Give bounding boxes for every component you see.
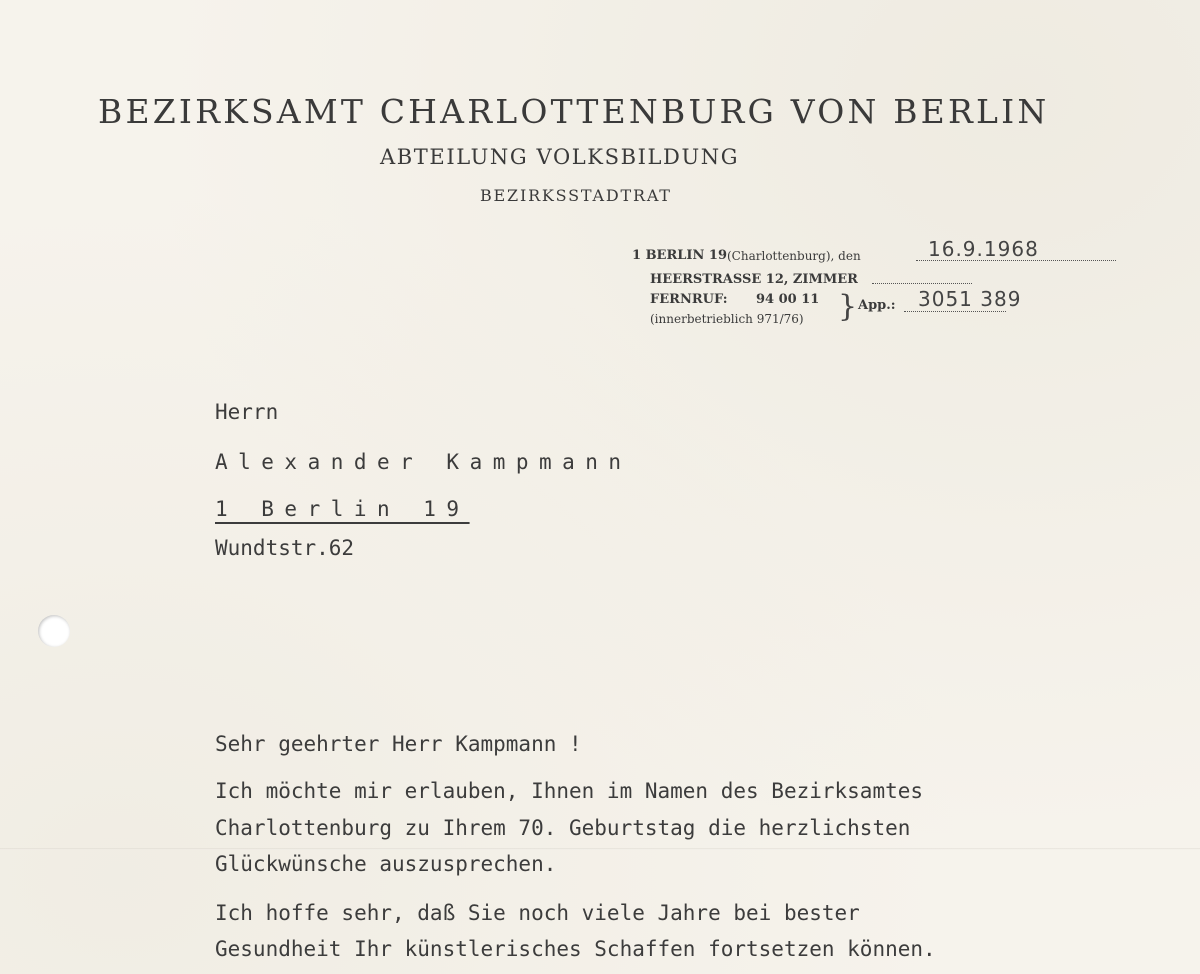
recipient-street: Wundtstr.62 <box>215 536 355 560</box>
punch-hole <box>38 615 70 647</box>
paragraph2-line: Gesundheit Ihr künstlerisches Schaffen fortsetzen können. <box>215 937 936 961</box>
recipient-name: Alexander Kampmann <box>215 450 632 474</box>
brace-icon: } <box>838 289 858 324</box>
info-internal: (innerbetrieblich 971/76) <box>650 312 804 326</box>
app-number: 3051 389 <box>918 287 1022 311</box>
letterhead-title: BEZIRKSAMT CHARLOTTENBURG VON BERLIN <box>98 92 1050 131</box>
paragraph1-line: Charlottenburg zu Ihrem 70. Geburtstag die herzlichsten <box>215 816 911 840</box>
paragraph1-line: Glückwünsche auszusprechen. <box>215 852 557 876</box>
recipient-city: 1 Berlin 19 <box>215 497 470 521</box>
info-phone-number: 94 00 11 <box>756 292 820 307</box>
info-street: HEERSTRASSE 12, ZIMMER <box>650 272 858 287</box>
info-phone-label: FERNRUF: <box>650 292 728 307</box>
letterhead-office: BEZIRKSSTADTRAT <box>480 186 672 205</box>
info-app-label: App.: <box>858 298 896 313</box>
letter-greeting: Sehr geehrter Herr Kampmann ! <box>215 732 582 756</box>
paragraph1-line: Ich möchte mir erlauben, Ihnen im Namen des Bezirksamtes <box>215 779 924 803</box>
app-dotted-line <box>904 311 1006 312</box>
letter-date: 16.9.1968 <box>928 237 1039 261</box>
room-dotted-line <box>872 283 972 284</box>
paragraph2-line: Ich hoffe sehr, daß Sie noch viele Jahre bei bester <box>215 901 860 925</box>
info-district: (Charlottenburg), den <box>727 249 861 263</box>
letterhead-department: ABTEILUNG VOLKSBILDUNG <box>380 145 740 169</box>
recipient-salutation: Herrn <box>215 400 279 424</box>
info-place: 1 BERLIN 19 <box>632 248 727 263</box>
paper-fold-line <box>0 848 1200 850</box>
